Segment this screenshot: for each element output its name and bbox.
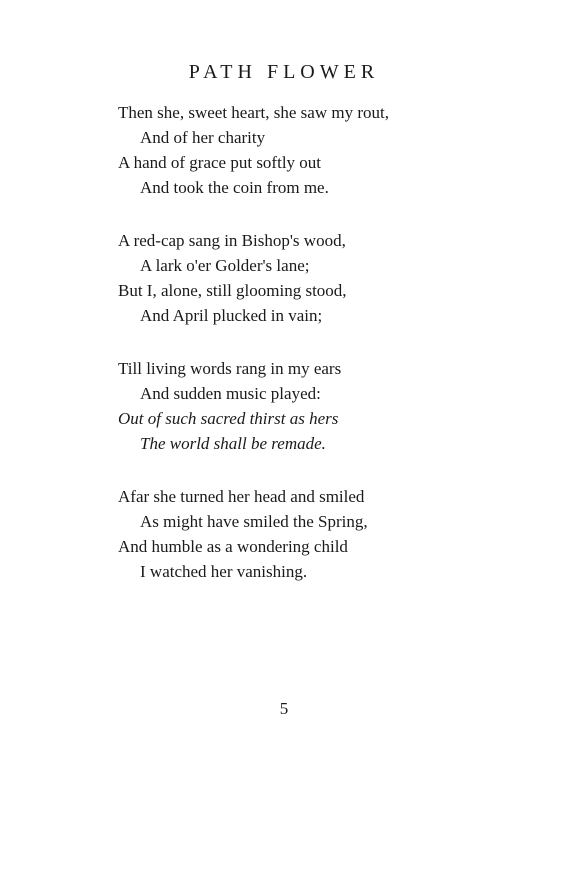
page-number: 5 — [279, 699, 289, 718]
poem-line: And of her charity — [140, 128, 266, 147]
poem-body — [118, 100, 558, 612]
poem-line: And sudden music played: — [140, 384, 321, 403]
poem-line: Afar she turned her head and smiled — [118, 487, 365, 506]
poem-line: A lark o'er Golder's lane; — [140, 256, 310, 275]
poem-line: And April plucked in vain; — [140, 306, 323, 325]
poem-line: And humble as a wondering child — [118, 537, 348, 556]
poem-line: As might have smiled the Spring, — [140, 512, 368, 531]
poem-line: A red-cap sang in Bishop's wood, — [118, 231, 346, 250]
poem-line: And took the coin from me. — [140, 178, 329, 197]
stanza — [118, 228, 558, 328]
poem-line: The world shall be remade. — [140, 434, 326, 453]
poem-line: Then she, sweet heart, she saw my rout, — [118, 103, 389, 122]
poem-line: Till living words rang in my ears — [118, 359, 342, 378]
poem-line: But I, alone, still glooming stood, — [118, 281, 347, 300]
poem-line: A hand of grace put softly out — [118, 153, 322, 172]
stanza — [118, 484, 558, 584]
poem-line: Out of such sacred thirst as hers — [118, 409, 339, 428]
running-title: PATH FLOWER — [188, 61, 380, 83]
poem-line: I watched her vanishing. — [140, 562, 308, 581]
stanza — [118, 100, 558, 200]
stanza — [118, 356, 558, 456]
